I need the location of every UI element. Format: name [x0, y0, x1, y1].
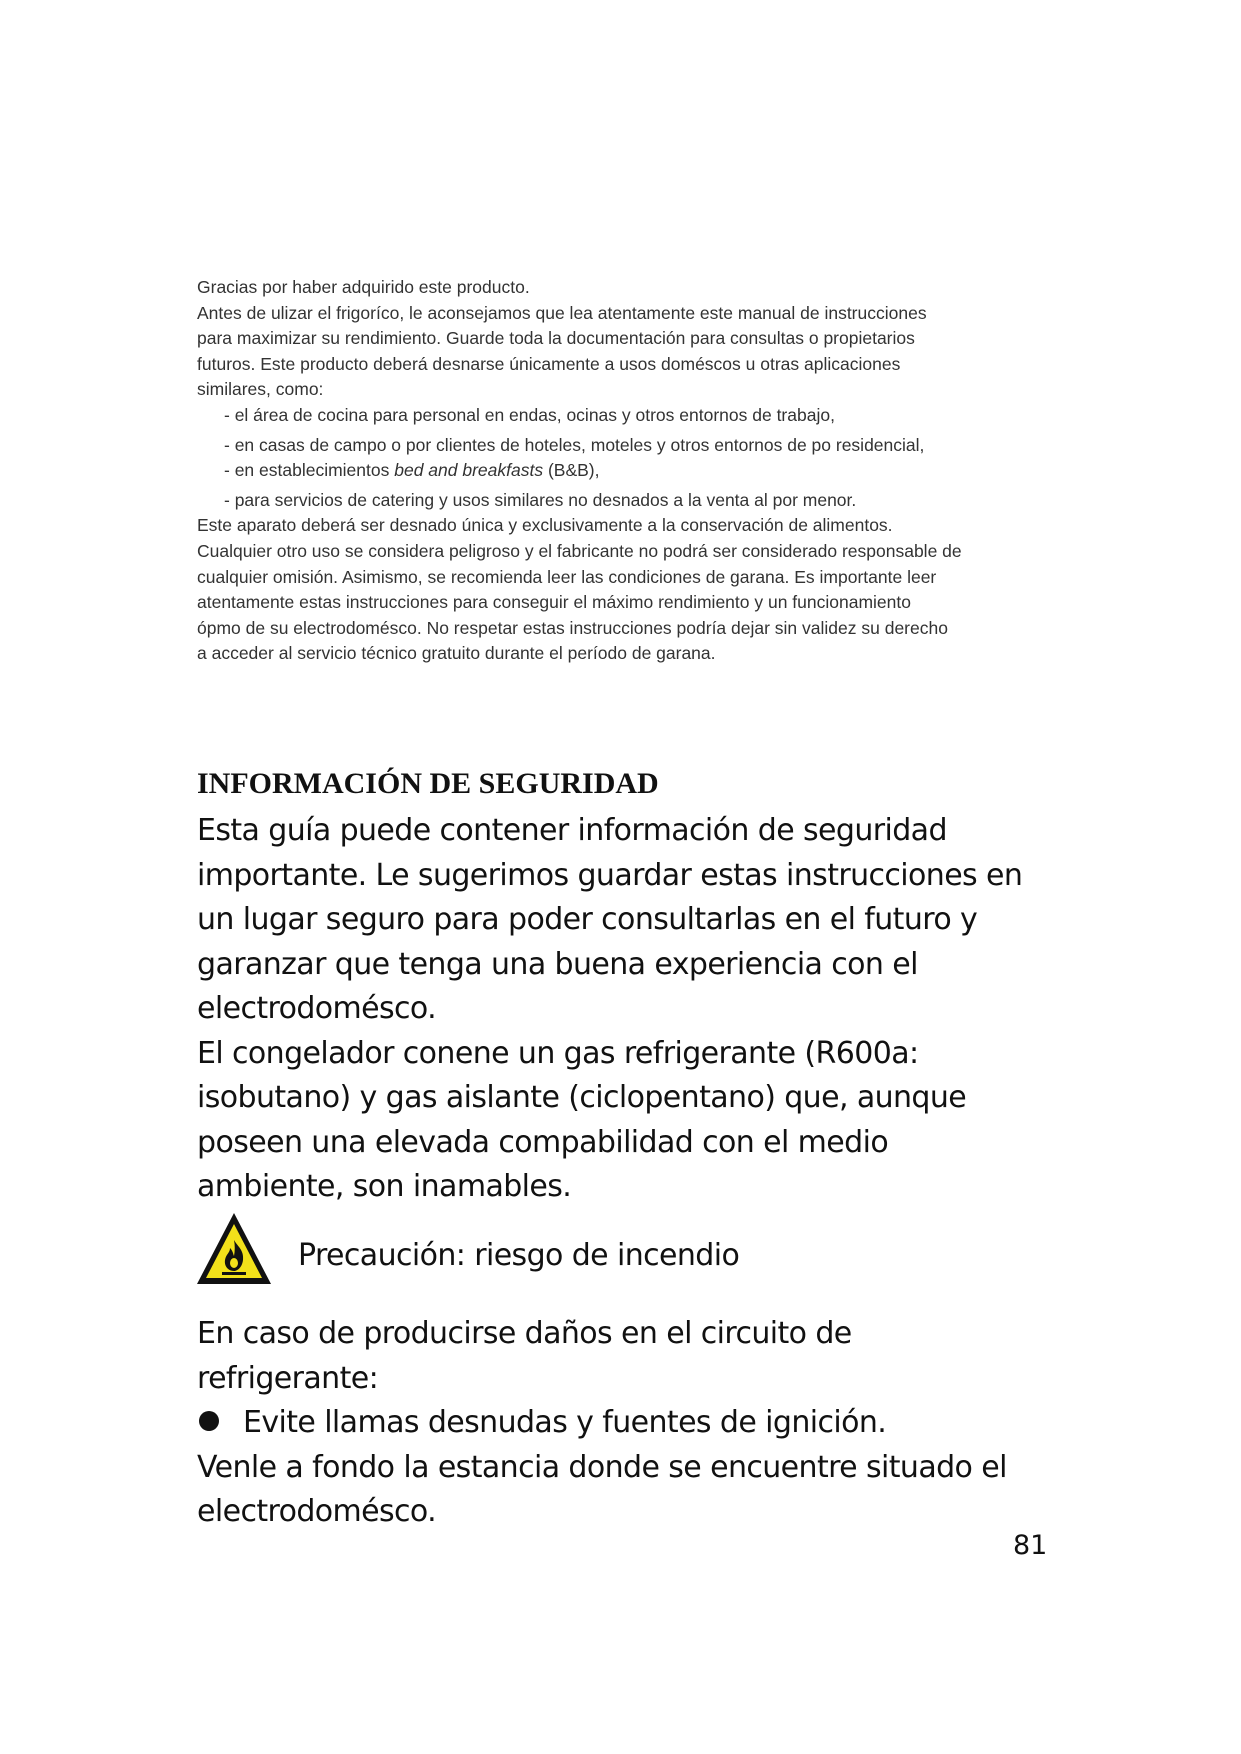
intro-line: similares, como: — [197, 379, 324, 400]
safety-line: garanzar que tenga una buena experiencia con el — [197, 946, 918, 982]
safety-heading: INFORMACIÓN DE SEGURIDAD — [197, 767, 659, 800]
bnb-suffix: (B&B), — [543, 460, 600, 481]
closing-line: ópmo de su electrodomésco. No respetar estas instrucciones podría dejar sin validez su derecho — [197, 617, 948, 638]
intro-line: futuros. Este producto deberá desnarse únicamente a usos doméscos u otras aplicaciones — [197, 353, 901, 374]
damage-line: electrodomésco. — [197, 1494, 437, 1529]
bnb-italic: bed and breakfasts — [394, 460, 544, 481]
intro-line: Gracias por haber adquirido este producto. — [197, 277, 530, 297]
closing-line: cualquier omisión. Asimismo, se recomienda leer las condiciones de garana. Es importante leer — [197, 566, 937, 587]
intro-paragraph — [197, 275, 1097, 667]
intro-line: para maximizar su rendimiento. Guarde toda la documentación para consultas o propietarios — [197, 328, 915, 349]
closing-line: a acceder al servicio técnico gratuito durante el período de garana. — [197, 643, 716, 664]
damage-paragraph — [197, 1312, 1117, 1535]
safety-line: electrodomésco. — [197, 991, 437, 1026]
closing-line: atentamente estas instrucciones para conseguir el máximo rendimiento y un funcionamiento — [197, 592, 911, 613]
bullet-dot-icon — [199, 1411, 219, 1431]
safety-line: ambiente, son inamables. — [197, 1169, 572, 1204]
safety-line: un lugar seguro para poder consultarlas en el futuro y — [197, 902, 978, 937]
use-list-item: - el área de cocina para personal en endas, ocinas y otros entornos de trabajo, — [224, 404, 835, 425]
safety-line: isobutano) y gas aislante (ciclopentano) que, aunque — [197, 1080, 967, 1115]
fire-warning — [194, 1210, 1094, 1290]
warning-text: Precaución: riesgo de incendio — [298, 1238, 740, 1273]
safety-line: El congelador conene un gas refrigerante (R600a: — [197, 1035, 919, 1071]
intro-line: Antes de ulizar el frigoríco, le aconsejamos que lea atentamente este manual de instrucciones — [197, 302, 927, 323]
fire-hazard-warning-icon — [194, 1210, 274, 1288]
bnb-prefix: - en establecimientos — [224, 460, 395, 481]
damage-line: Venle a fondo la estancia donde se encuentre situado el — [197, 1449, 1007, 1485]
safety-line: importante. Le sugerimos guardar estas instrucciones en — [197, 857, 1023, 893]
use-list-item-bnb — [197, 458, 1097, 484]
safety-line: poseen una elevada compabilidad con el medio — [197, 1124, 889, 1160]
damage-line: refrigerante: — [197, 1360, 379, 1396]
page-number: 81 — [1013, 1530, 1048, 1561]
safety-paragraph — [197, 809, 1117, 1210]
use-list-item: - en casas de campo o por clientes de hoteles, moteles y otros entornos de po residencial, — [224, 434, 925, 455]
safety-line: Esta guía puede contener información de seguridad — [197, 813, 947, 848]
bullet-text: Evite llamas desnudas y fuentes de ignición. — [243, 1405, 887, 1440]
use-list-item: - para servicios de catering y usos similares no desnados a la venta al por menor. — [224, 489, 857, 510]
closing-line: Cualquier otro uso se considera peligroso y el fabricante no podrá ser considerado responsable de — [197, 540, 962, 561]
closing-line: Este aparato deberá ser desnado única y exclusivamente a la conservación de alimentos. — [197, 515, 893, 536]
bullet-item — [197, 1401, 1117, 1446]
damage-line: En caso de producirse daños en el circuito de — [197, 1316, 852, 1351]
